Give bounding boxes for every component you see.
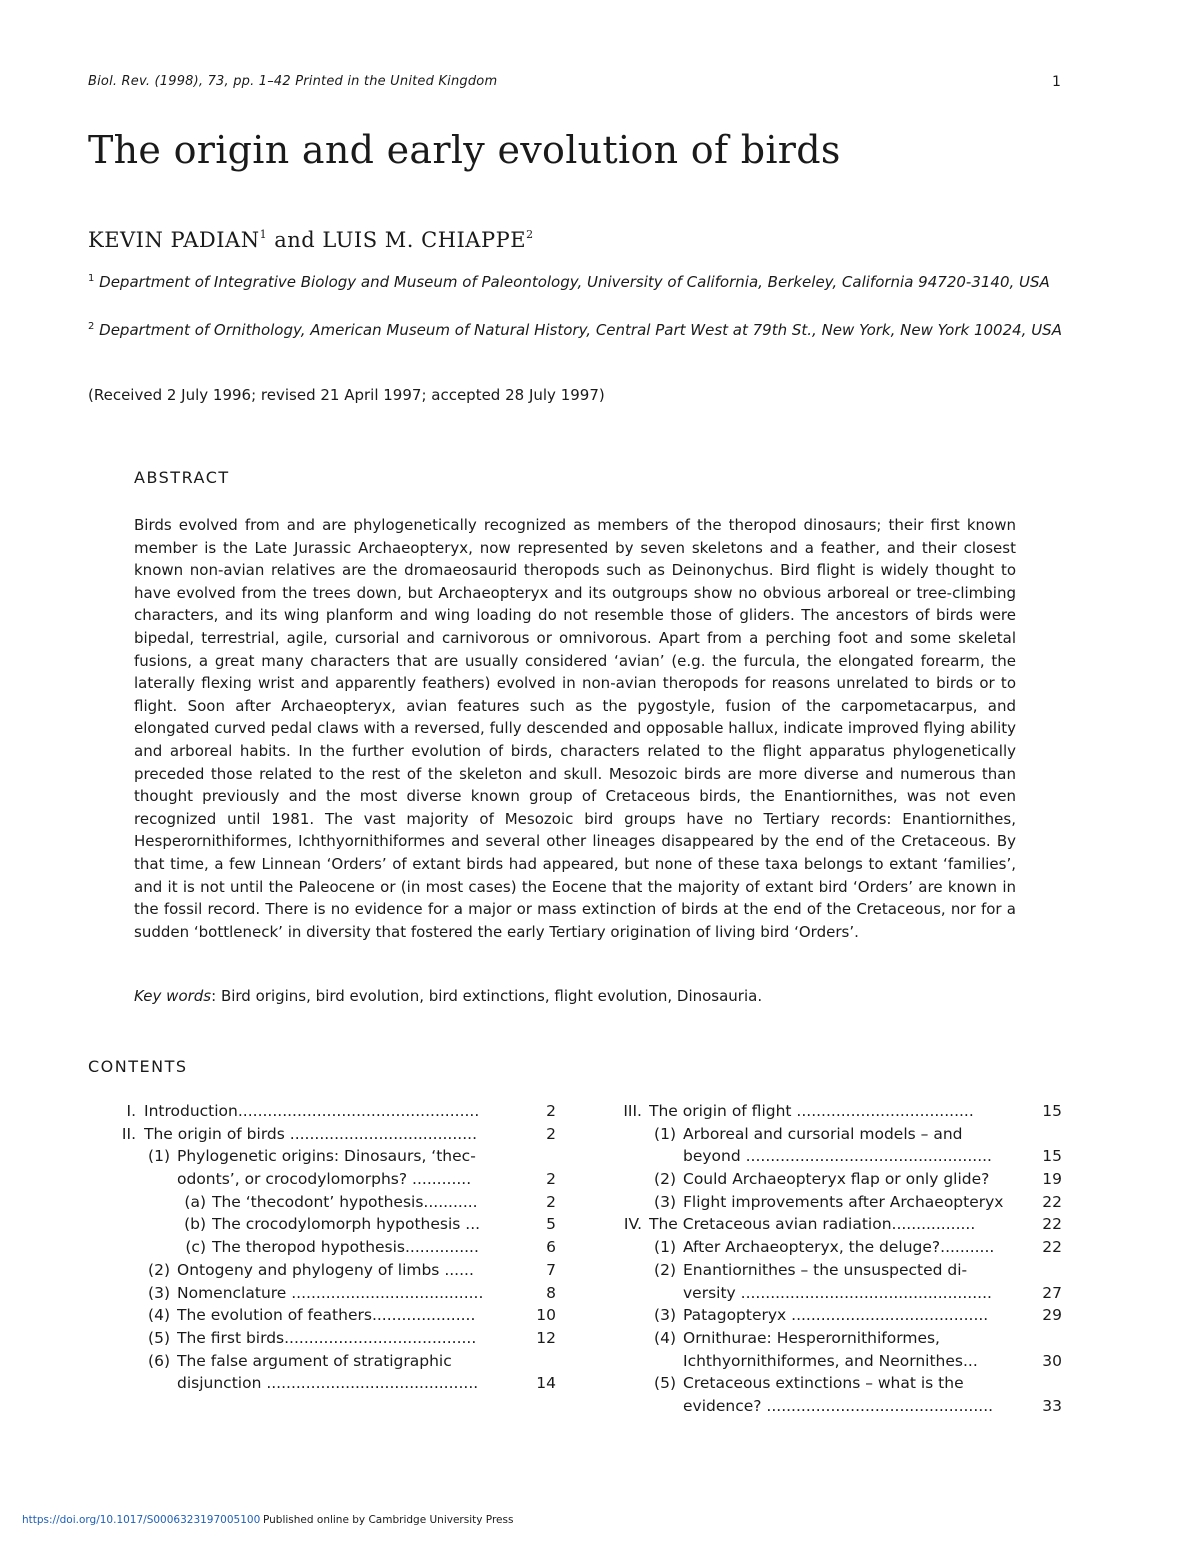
author-line — [88, 228, 534, 252]
toc-entry-title: The Cretaceous avian radiation................. — [649, 1215, 976, 1234]
toc-entry-title: The evolution of feathers..................... — [177, 1306, 476, 1325]
toc-entry-number: (4) — [654, 1328, 676, 1347]
affiliation — [88, 267, 1118, 294]
toc-entry-title: The ‘thecodont’ hypothesis........... — [212, 1192, 478, 1211]
toc-entry-page: 14 — [536, 1374, 556, 1393]
toc-entry — [88, 1282, 558, 1305]
affiliation-text: Department of Ornithology, American Museum of Natural History, Central Part West at 79th St., New York, New York 10024, USA — [99, 321, 1062, 339]
toc-entry-page: 2 — [546, 1102, 556, 1120]
toc-entry — [604, 1100, 1064, 1123]
affiliation-text: Department of Integrative Biology and Museum of Paleontology, University of California, Berkeley, California 94720-3140, USA — [99, 273, 1050, 291]
toc-entry-title: After Archaeopteryx, the deluge?........... — [683, 1238, 995, 1257]
toc-entry — [604, 1168, 1064, 1191]
doi-link[interactable]: https://doi.org/10.1017/S0006323197005100 — [22, 1514, 261, 1526]
toc-entry-title: odonts’, or crocodylomorphs? ............ — [177, 1170, 472, 1189]
toc-entry-page: 12 — [536, 1328, 556, 1347]
keywords — [134, 987, 762, 1005]
toc-entry-number: (3) — [148, 1283, 170, 1302]
toc-entry-title: Cretaceous extinctions – what is the — [683, 1374, 964, 1393]
keywords-text: : Bird origins, bird evolution, bird extinctions, flight evolution, Dinosauria. — [211, 987, 763, 1005]
toc-entry-number: III. — [623, 1102, 642, 1120]
toc-entry — [604, 1236, 1064, 1259]
toc-entry-page: 19 — [1042, 1170, 1062, 1189]
toc-entry-number: IV. — [623, 1215, 642, 1234]
toc-entry-page: 2 — [546, 1170, 556, 1189]
toc-entry — [88, 1168, 558, 1191]
toc-entry — [604, 1350, 1064, 1373]
toc-entry-title: Ornithurae: Hesperornithiformes, — [683, 1328, 940, 1347]
toc-entry-title: evidence? .............................................. — [683, 1396, 994, 1415]
toc-entry-page: 10 — [536, 1306, 556, 1325]
affiliation-marker: 2 — [88, 321, 95, 332]
toc-column-right — [604, 1100, 1064, 1418]
toc-entry-title: versity ................................................... — [683, 1283, 992, 1302]
toc-entry-page: 6 — [546, 1238, 556, 1257]
toc-entry-title: The false argument of stratigraphic — [177, 1351, 452, 1370]
toc-entry-page: 5 — [546, 1215, 556, 1234]
toc-entry-title: The origin of birds ...................................... — [144, 1124, 477, 1143]
author-name: KEVIN PADIAN — [88, 228, 260, 252]
keywords-label: Key words — [134, 987, 212, 1005]
received-dates: (Received 2 July 1996; revised 21 April 1997; accepted 28 July 1997) — [88, 386, 605, 404]
toc-entry-page: 22 — [1042, 1215, 1062, 1234]
toc-entry-number: I. — [126, 1102, 136, 1120]
toc-entry — [88, 1123, 558, 1146]
toc-entry — [88, 1372, 558, 1395]
toc-entry-number: (5) — [148, 1328, 170, 1347]
toc-entry — [88, 1327, 558, 1350]
toc-entry-title: Phylogenetic origins: Dinosaurs, ‘thec- — [177, 1147, 476, 1166]
toc-entry — [604, 1372, 1064, 1395]
toc-entry-title: Arboreal and cursorial models – and — [683, 1124, 963, 1143]
toc-entry — [88, 1304, 558, 1327]
toc-entry-page: 29 — [1042, 1306, 1062, 1325]
toc-entry-title: Flight improvements after Archaeopteryx — [683, 1192, 1004, 1211]
toc-entry-title: disjunction ........................................... — [177, 1374, 479, 1393]
affiliation-marker: 1 — [88, 273, 95, 284]
publisher-note: Published online by Cambridge University Press — [263, 1514, 514, 1526]
toc-entry-title: The crocodylomorph hypothesis ... — [212, 1215, 481, 1234]
toc-entry-page: 8 — [546, 1283, 556, 1302]
author-conjunction: and — [267, 228, 323, 252]
toc-entry-page: 15 — [1042, 1147, 1062, 1166]
toc-entry-number: (1) — [654, 1238, 676, 1257]
toc-entry-title: Ichthyornithiformes, and Neornithes... — [683, 1351, 978, 1370]
toc-entry-number: (c) — [185, 1238, 206, 1257]
toc-entry-number: (b) — [184, 1215, 206, 1234]
toc-entry — [604, 1145, 1064, 1168]
toc-entry-title: Enantiornithes – the unsuspected di- — [683, 1260, 968, 1279]
abstract-heading: ABSTRACT — [134, 468, 230, 487]
toc-entry-title: Ontogeny and phylogeny of limbs ...... — [177, 1260, 474, 1279]
toc-entry — [604, 1395, 1064, 1418]
toc-entry — [88, 1100, 558, 1123]
toc-entry-number: (2) — [654, 1170, 676, 1189]
toc-entry-number: (3) — [654, 1192, 676, 1211]
toc-entry-page: 15 — [1042, 1102, 1062, 1120]
author-superscript: 1 — [259, 228, 268, 241]
toc-entry-page: 2 — [546, 1124, 556, 1143]
toc-entry — [88, 1145, 558, 1168]
toc-entry — [604, 1304, 1064, 1327]
toc-entry-page: 30 — [1042, 1351, 1062, 1370]
toc-entry — [88, 1350, 558, 1373]
toc-entry-page: 7 — [546, 1260, 556, 1279]
toc-entry-title: Introduction................................................. — [144, 1102, 480, 1120]
toc-entry-title: beyond .................................................. — [683, 1147, 992, 1166]
toc-entry — [604, 1282, 1064, 1305]
toc-entry-page: 22 — [1042, 1238, 1062, 1257]
contents-heading: CONTENTS — [88, 1057, 188, 1076]
toc-entry-title: Nomenclature ....................................... — [177, 1283, 484, 1302]
toc-entry — [88, 1191, 558, 1214]
journal-citation: Biol. Rev. (1998), 73, pp. 1–42 Printed in the United Kingdom — [88, 74, 498, 89]
author-superscript: 2 — [526, 228, 534, 241]
toc-entry — [604, 1259, 1064, 1282]
author-name: LUIS M. CHIAPPE — [322, 228, 527, 252]
article-title: The origin and early evolution of birds — [88, 128, 841, 172]
page-number: 1 — [1052, 74, 1061, 90]
toc-entry-page: 2 — [546, 1192, 556, 1211]
toc-entry-number: II. — [121, 1124, 136, 1143]
toc-entry — [604, 1327, 1064, 1350]
toc-entry-number: (1) — [654, 1124, 676, 1143]
abstract-text: Birds evolved from and are phylogenetically recognized as members of the theropod dinosaurs; their first known member is the Late Jurassic Archaeopteryx, now represented by seven skeletons and a feather, and their closest known non-avian relatives are the dromaeosaurid theropods such as Deinonychus. Bird flight is widely thought to have evolved from the trees down, but Archaeopteryx and its outgroups show no obvious arboreal or tree-climbing characters, and its wing planform and wing loading do not resemble those of gliders. The ancestors of birds were bipedal, terrestrial, agile, cursorial and carnivorous or omnivorous. Apart from a perching foot and some skeletal fusions, a great many characters that are usually considered ‘avian’ (e.g. the furcula, the elongated forearm, the laterally flexing wrist and apparently feathers) evolved in non-avian theropods for reasons unrelated to birds or to flight. Soon after Archaeopteryx, avian features such as the pygostyle, fusion of the carpometacarpus, and elongated curved pedal claws with a reversed, fully descended and opposable hallux, indicate improved flying ability and arboreal habits. In the further evolution of birds, characters related to the flight apparatus phylogenetically preceded those related to the rest of the skeleton and skull. Mesozoic birds are more diverse and numerous than thought previously and the most diverse known group of Cretaceous birds, the Enantiornithes, was not even recognized until 1981. The vast majority of Mesozoic bird groups have no Tertiary records: Enantiornithes, Hesperornithiformes, Ichthyornithiformes and several other lineages disappeared by the end of the Cretaceous. By that time, a few Linnean ‘Orders’ of extant birds had appeared, but none of these taxa belongs to extant ‘families’, and it is not until the Paleocene or (in most cases) the Eocene that the majority of extant bird ‘Orders’ are known in the fossil record. There is no evidence for a major or mass extinction of birds at the end of the Cretaceous, nor for a sudden ‘bottleneck’ in diversity that fostered the early Tertiary origination of living bird ‘Orders’. — [134, 516, 1016, 941]
toc-entry — [88, 1236, 558, 1259]
toc-entry-number: (1) — [148, 1147, 170, 1166]
toc-entry — [88, 1213, 558, 1236]
toc-entry-title: The first birds....................................... — [177, 1328, 477, 1347]
toc-entry-title: Patagopteryx ........................................ — [683, 1306, 989, 1325]
toc-entry-number: (4) — [148, 1306, 170, 1325]
toc-entry-title: Could Archaeopteryx flap or only glide? — [683, 1170, 990, 1189]
toc-entry-page: 33 — [1042, 1396, 1062, 1415]
toc-entry — [88, 1259, 558, 1282]
toc-entry-number: (3) — [654, 1306, 676, 1325]
toc-entry — [604, 1123, 1064, 1146]
toc-entry-number: (2) — [654, 1260, 676, 1279]
toc-column-left — [88, 1100, 558, 1395]
toc-entry-number: (6) — [148, 1351, 170, 1370]
toc-entry-title: The origin of flight .................................... — [649, 1102, 974, 1120]
toc-entry-page: 22 — [1042, 1192, 1062, 1211]
toc-entry — [604, 1213, 1064, 1236]
toc-entry-number: (2) — [148, 1260, 170, 1279]
toc-entry-number: (a) — [184, 1192, 206, 1211]
toc-entry-number: (5) — [654, 1374, 676, 1393]
toc-entry-title: The theropod hypothesis............... — [212, 1238, 479, 1257]
affiliation — [88, 315, 1118, 342]
toc-entry — [604, 1191, 1064, 1214]
toc-entry-page: 27 — [1042, 1283, 1062, 1302]
